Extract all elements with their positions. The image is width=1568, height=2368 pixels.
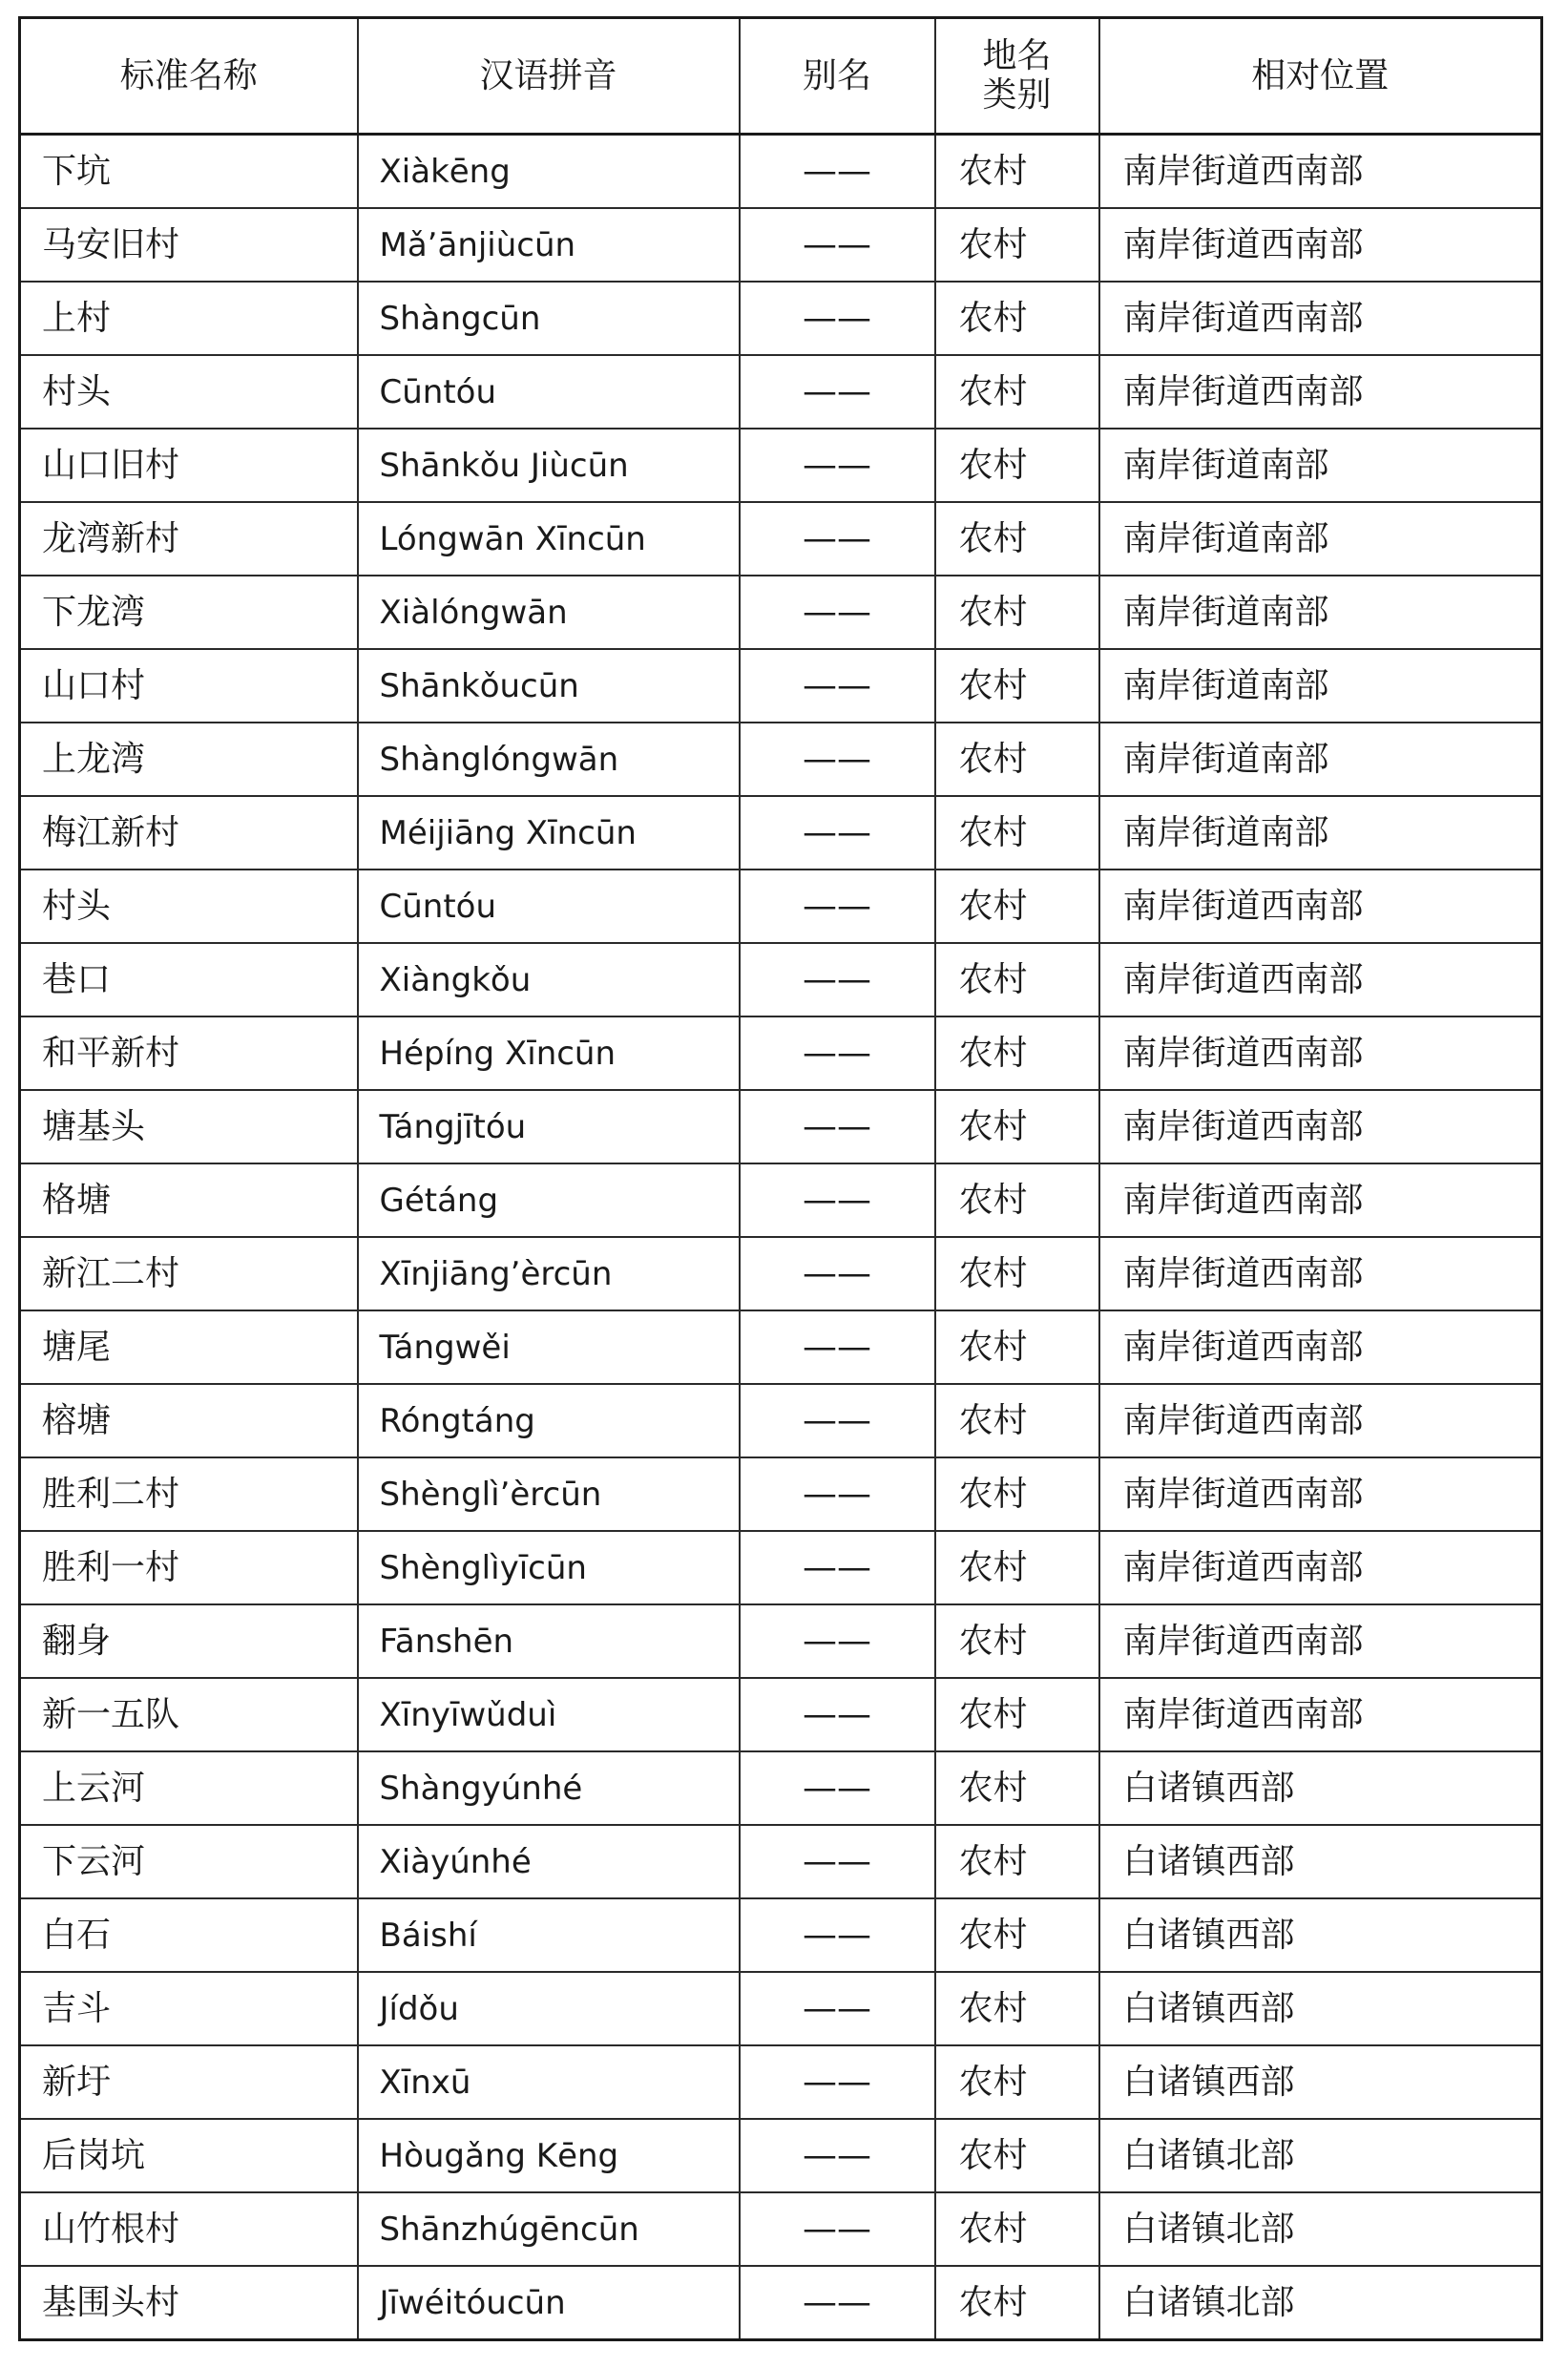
alias-cell: —— [740, 1678, 935, 1751]
table-row [20, 1678, 1542, 1751]
relative-location-cell: 南岸街道南部 [1099, 502, 1542, 576]
category-cell: 农村 [935, 2266, 1099, 2340]
table-row [20, 1457, 1542, 1531]
pinyin-cell: Shàngcūn [358, 282, 740, 355]
pinyin-cell: Cūntóu [358, 870, 740, 943]
category-cell: 农村 [935, 1457, 1099, 1531]
relative-location-cell: 南岸街道西南部 [1099, 355, 1542, 429]
standard-name-cell: 山口旧村 [20, 429, 358, 502]
alias-cell: —— [740, 870, 935, 943]
standard-name-cell: 山竹根村 [20, 2192, 358, 2266]
standard-name-cell: 马安旧村 [20, 208, 358, 282]
relative-location-cell: 南岸街道西南部 [1099, 1310, 1542, 1384]
pinyin-cell: Xiàlóngwān [358, 576, 740, 649]
pinyin-cell: Jídǒu [358, 1972, 740, 2045]
relative-location-cell: 南岸街道西南部 [1099, 1090, 1542, 1163]
standard-name-cell: 格塘 [20, 1163, 358, 1237]
table-row [20, 355, 1542, 429]
category-cell: 农村 [935, 1310, 1099, 1384]
category-cell: 农村 [935, 2045, 1099, 2119]
alias-cell: —— [740, 723, 935, 796]
header-category-line2: 类别 [982, 75, 1052, 115]
standard-name-cell: 后岗坑 [20, 2119, 358, 2192]
category-cell: 农村 [935, 1163, 1099, 1237]
header-relative-location: 相对位置 [1099, 18, 1542, 135]
table-row [20, 208, 1542, 282]
category-cell: 农村 [935, 208, 1099, 282]
pinyin-cell: Tángjītóu [358, 1090, 740, 1163]
alias-cell: —— [740, 1604, 935, 1678]
header-category-line1: 地名 [982, 35, 1052, 75]
standard-name-cell: 村头 [20, 870, 358, 943]
category-cell: 农村 [935, 135, 1099, 209]
relative-location-cell: 南岸街道南部 [1099, 576, 1542, 649]
alias-cell: —— [740, 502, 935, 576]
table-row [20, 649, 1542, 723]
category-cell: 农村 [935, 576, 1099, 649]
alias-cell: —— [740, 282, 935, 355]
alias-cell: —— [740, 649, 935, 723]
pinyin-cell: Xīnyīwǔduì [358, 1678, 740, 1751]
pinyin-cell: Xiàngkǒu [358, 943, 740, 1016]
standard-name-cell: 榕塘 [20, 1384, 358, 1457]
standard-name-cell: 和平新村 [20, 1016, 358, 1090]
standard-name-cell: 上云河 [20, 1751, 358, 1825]
alias-cell: —— [740, 1898, 935, 1972]
pinyin-cell: Cūntóu [358, 355, 740, 429]
pinyin-cell: Shānkǒucūn [358, 649, 740, 723]
relative-location-cell: 南岸街道西南部 [1099, 1531, 1542, 1604]
alias-cell: —— [740, 429, 935, 502]
pinyin-cell: Shànglóngwān [358, 723, 740, 796]
standard-name-cell: 龙湾新村 [20, 502, 358, 576]
pinyin-cell: Lóngwān Xīncūn [358, 502, 740, 576]
alias-cell: —— [740, 1237, 935, 1310]
category-cell: 农村 [935, 1678, 1099, 1751]
pinyin-cell: Báishí [358, 1898, 740, 1972]
alias-cell: —— [740, 1090, 935, 1163]
relative-location-cell: 白诸镇北部 [1099, 2266, 1542, 2340]
category-cell: 农村 [935, 429, 1099, 502]
alias-cell: —— [740, 2192, 935, 2266]
category-cell: 农村 [935, 1972, 1099, 2045]
table-row [20, 2266, 1542, 2340]
alias-cell: —— [740, 1384, 935, 1457]
table-row [20, 135, 1542, 209]
standard-name-cell: 下云河 [20, 1825, 358, 1898]
table-row [20, 1310, 1542, 1384]
relative-location-cell: 南岸街道西南部 [1099, 943, 1542, 1016]
place-name-table [18, 16, 1543, 2341]
alias-cell: —— [740, 943, 935, 1016]
pinyin-cell: Xīnxū [358, 2045, 740, 2119]
category-cell: 农村 [935, 649, 1099, 723]
relative-location-cell: 南岸街道西南部 [1099, 1163, 1542, 1237]
table-row [20, 1531, 1542, 1604]
category-cell: 农村 [935, 282, 1099, 355]
header-category [935, 18, 1099, 135]
relative-location-cell: 白诸镇西部 [1099, 2045, 1542, 2119]
relative-location-cell: 南岸街道西南部 [1099, 1604, 1542, 1678]
pinyin-cell: Fānshēn [358, 1604, 740, 1678]
table-row [20, 429, 1542, 502]
header-alias: 别名 [740, 18, 935, 135]
pinyin-cell: Hépíng Xīncūn [358, 1016, 740, 1090]
table-row [20, 1972, 1542, 2045]
standard-name-cell: 新一五队 [20, 1678, 358, 1751]
table-body [20, 135, 1542, 2340]
standard-name-cell: 基围头村 [20, 2266, 358, 2340]
category-cell: 农村 [935, 796, 1099, 870]
table-row [20, 2119, 1542, 2192]
relative-location-cell: 白诸镇西部 [1099, 1972, 1542, 2045]
category-cell: 农村 [935, 870, 1099, 943]
relative-location-cell: 南岸街道西南部 [1099, 1237, 1542, 1310]
pinyin-cell: Shānkǒu Jiùcūn [358, 429, 740, 502]
alias-cell: —— [740, 1310, 935, 1384]
standard-name-cell: 梅江新村 [20, 796, 358, 870]
standard-name-cell: 新江二村 [20, 1237, 358, 1310]
relative-location-cell: 南岸街道南部 [1099, 429, 1542, 502]
header-pinyin: 汉语拼音 [358, 18, 740, 135]
table-row [20, 796, 1542, 870]
alias-cell: —— [740, 2045, 935, 2119]
standard-name-cell: 翻身 [20, 1604, 358, 1678]
table-row [20, 282, 1542, 355]
table-row [20, 2192, 1542, 2266]
alias-cell: —— [740, 1825, 935, 1898]
pinyin-cell: Róngtáng [358, 1384, 740, 1457]
relative-location-cell: 南岸街道西南部 [1099, 1384, 1542, 1457]
table-row [20, 1825, 1542, 1898]
relative-location-cell: 南岸街道西南部 [1099, 135, 1542, 209]
standard-name-cell: 胜利二村 [20, 1457, 358, 1531]
standard-name-cell: 村头 [20, 355, 358, 429]
category-cell: 农村 [935, 943, 1099, 1016]
pinyin-cell: Shènglìyīcūn [358, 1531, 740, 1604]
standard-name-cell: 山口村 [20, 649, 358, 723]
pinyin-cell: Méijiāng Xīncūn [358, 796, 740, 870]
category-cell: 农村 [935, 1604, 1099, 1678]
standard-name-cell: 白石 [20, 1898, 358, 1972]
table-row [20, 1898, 1542, 1972]
alias-cell: —— [740, 1457, 935, 1531]
relative-location-cell: 南岸街道西南部 [1099, 1016, 1542, 1090]
alias-cell: —— [740, 208, 935, 282]
pinyin-cell: Shènglì’èrcūn [358, 1457, 740, 1531]
standard-name-cell: 上村 [20, 282, 358, 355]
relative-location-cell: 南岸街道西南部 [1099, 1678, 1542, 1751]
alias-cell: —— [740, 355, 935, 429]
standard-name-cell: 塘尾 [20, 1310, 358, 1384]
pinyin-cell: Jīwéitóucūn [358, 2266, 740, 2340]
table-row [20, 723, 1542, 796]
pinyin-cell: Shānzhúgēncūn [358, 2192, 740, 2266]
header-category-text [979, 36, 1055, 115]
alias-cell: —— [740, 2119, 935, 2192]
relative-location-cell: 南岸街道南部 [1099, 723, 1542, 796]
alias-cell: —— [740, 576, 935, 649]
standard-name-cell: 下龙湾 [20, 576, 358, 649]
table-row [20, 502, 1542, 576]
standard-name-cell: 塘基头 [20, 1090, 358, 1163]
alias-cell: —— [740, 1163, 935, 1237]
relative-location-cell: 南岸街道西南部 [1099, 282, 1542, 355]
table-row [20, 943, 1542, 1016]
category-cell: 农村 [935, 502, 1099, 576]
table-row [20, 870, 1542, 943]
category-cell: 农村 [935, 1237, 1099, 1310]
relative-location-cell: 白诸镇西部 [1099, 1898, 1542, 1972]
category-cell: 农村 [935, 723, 1099, 796]
pinyin-cell: Shàngyúnhé [358, 1751, 740, 1825]
category-cell: 农村 [935, 1090, 1099, 1163]
relative-location-cell: 南岸街道南部 [1099, 649, 1542, 723]
header-row [20, 18, 1542, 135]
category-cell: 农村 [935, 1531, 1099, 1604]
category-cell: 农村 [935, 1016, 1099, 1090]
table-row [20, 1163, 1542, 1237]
relative-location-cell: 白诸镇西部 [1099, 1751, 1542, 1825]
table-row [20, 1090, 1542, 1163]
pinyin-cell: Xiàkēng [358, 135, 740, 209]
pinyin-cell: Gétáng [358, 1163, 740, 1237]
alias-cell: —— [740, 1531, 935, 1604]
standard-name-cell: 胜利一村 [20, 1531, 358, 1604]
alias-cell: —— [740, 2266, 935, 2340]
category-cell: 农村 [935, 1384, 1099, 1457]
alias-cell: —— [740, 1016, 935, 1090]
relative-location-cell: 南岸街道西南部 [1099, 208, 1542, 282]
table-row [20, 1016, 1542, 1090]
pinyin-cell: Xīnjiāng’èrcūn [358, 1237, 740, 1310]
relative-location-cell: 南岸街道南部 [1099, 796, 1542, 870]
relative-location-cell: 白诸镇北部 [1099, 2119, 1542, 2192]
table-row [20, 1237, 1542, 1310]
table-row [20, 1751, 1542, 1825]
table-row [20, 1604, 1542, 1678]
category-cell: 农村 [935, 355, 1099, 429]
relative-location-cell: 南岸街道西南部 [1099, 870, 1542, 943]
relative-location-cell: 白诸镇北部 [1099, 2192, 1542, 2266]
table-row [20, 1384, 1542, 1457]
header-standard-name: 标准名称 [20, 18, 358, 135]
category-cell: 农村 [935, 2192, 1099, 2266]
alias-cell: —— [740, 1751, 935, 1825]
standard-name-cell: 新圩 [20, 2045, 358, 2119]
alias-cell: —— [740, 796, 935, 870]
standard-name-cell: 巷口 [20, 943, 358, 1016]
category-cell: 农村 [935, 1825, 1099, 1898]
pinyin-cell: Xiàyúnhé [358, 1825, 740, 1898]
category-cell: 农村 [935, 1898, 1099, 1972]
table-row [20, 576, 1542, 649]
pinyin-cell: Mǎ’ānjiùcūn [358, 208, 740, 282]
relative-location-cell: 南岸街道西南部 [1099, 1457, 1542, 1531]
standard-name-cell: 下坑 [20, 135, 358, 209]
pinyin-cell: Tángwěi [358, 1310, 740, 1384]
pinyin-cell: Hòugǎng Kēng [358, 2119, 740, 2192]
table-row [20, 2045, 1542, 2119]
category-cell: 农村 [935, 1751, 1099, 1825]
standard-name-cell: 吉斗 [20, 1972, 358, 2045]
alias-cell: —— [740, 135, 935, 209]
category-cell: 农村 [935, 2119, 1099, 2192]
relative-location-cell: 白诸镇西部 [1099, 1825, 1542, 1898]
alias-cell: —— [740, 1972, 935, 2045]
standard-name-cell: 上龙湾 [20, 723, 358, 796]
